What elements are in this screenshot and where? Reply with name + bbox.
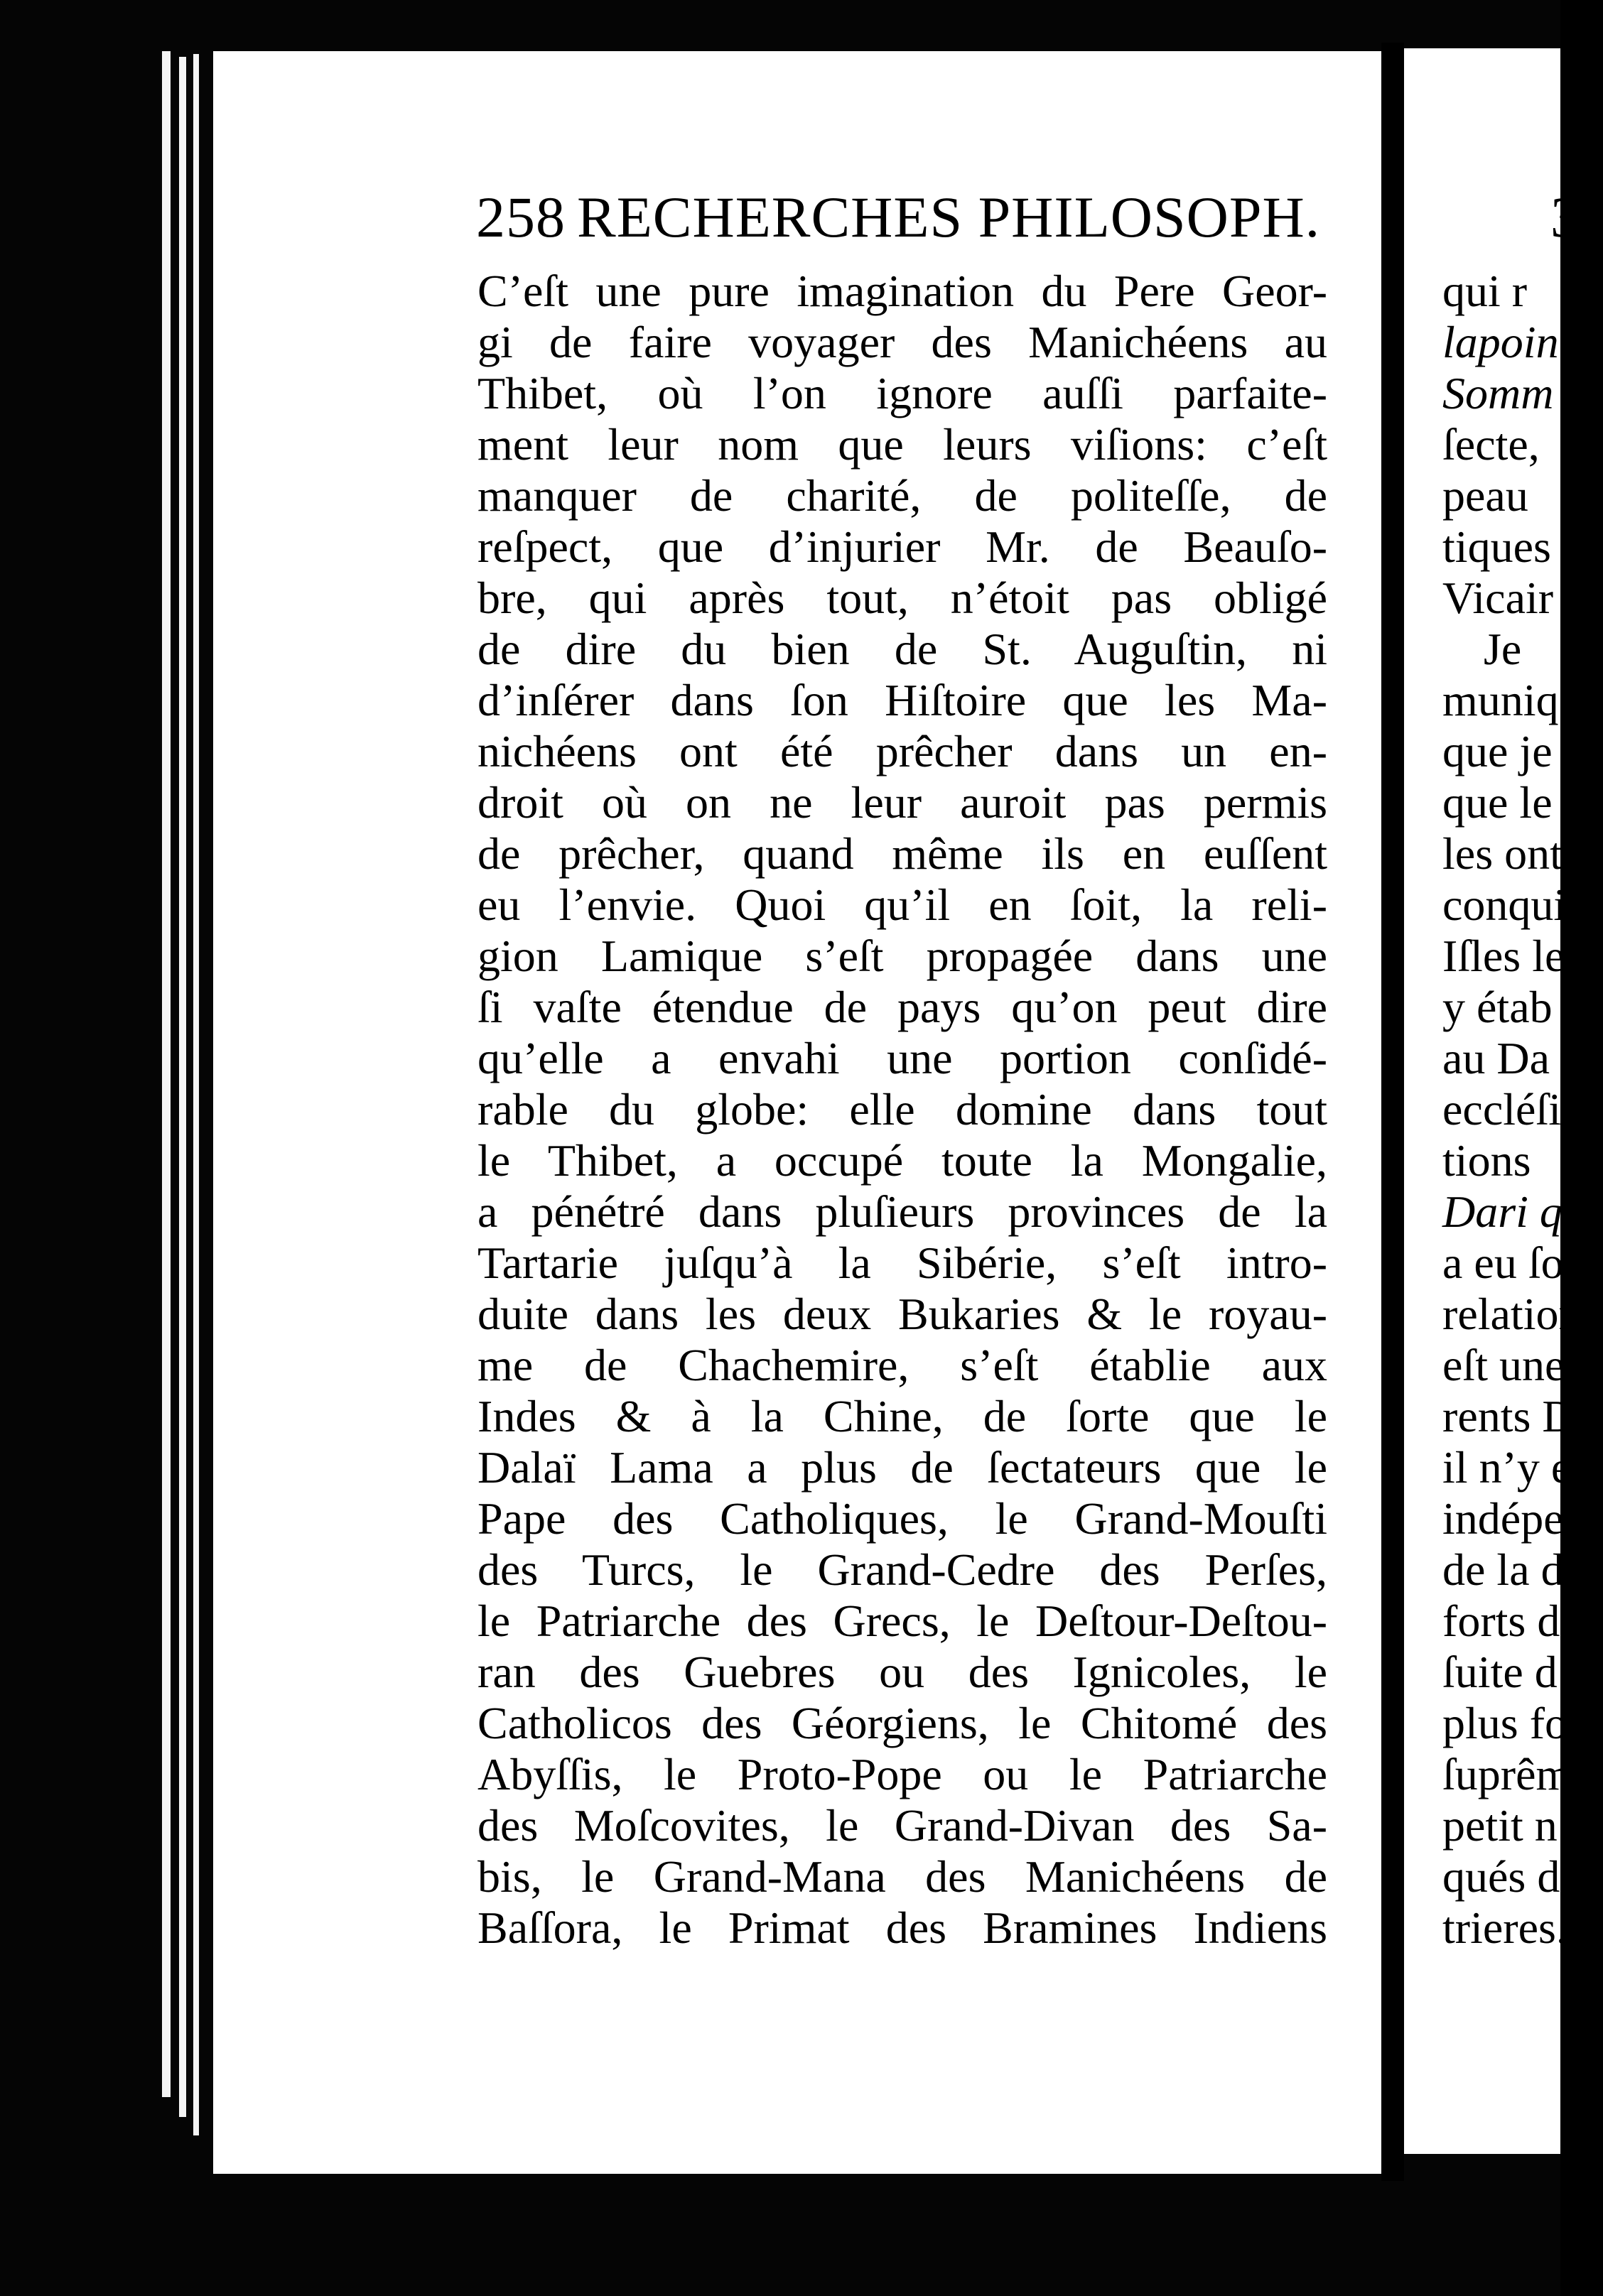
text-line: au Da (1442, 1033, 1550, 1083)
running-head (476, 185, 1340, 250)
text-line: Baſſora, le Primat des Bramines Indiens (477, 1902, 1327, 1953)
text-line: d’inſérer dans ſon Hiſtoire que les Ma- (477, 675, 1327, 725)
text-line: droit où on ne leur auroit pas permis (477, 777, 1327, 828)
text-line: eu l’envie. Quoi qu’il en ſoit, la reli- (477, 879, 1327, 930)
text-line: nichéens ont été prêcher dans un en- (477, 726, 1327, 776)
text-line: Catholicos des Géorgiens, le Chitomé des (477, 1698, 1327, 1748)
running-head-title: RECHERCHES PHILOSOPH. (577, 185, 1321, 249)
text-line: manquer de charité, de politeſſe, de (477, 470, 1327, 521)
text-line: de la d (1442, 1544, 1564, 1595)
text-line: Tartarie juſqu’à la Sibérie, s’eſt intro- (477, 1238, 1327, 1288)
text-line: Dari q (1442, 1186, 1562, 1237)
text-line: C’eſt une pure imagination du Pere Geor- (477, 266, 1327, 316)
text-line: tiques (1442, 521, 1551, 572)
text-line: trieres. (1442, 1902, 1567, 1953)
text-line: ſuite d (1442, 1647, 1558, 1697)
left-page-body (477, 266, 1327, 1954)
text-line: Somm (1442, 368, 1554, 418)
text-line: eſt une (1442, 1340, 1565, 1390)
text-line: eccléſia (1442, 1084, 1582, 1135)
text-line: que je (1442, 726, 1553, 776)
text-line: petit n (1442, 1800, 1558, 1851)
text-line: forts d’ (1442, 1596, 1575, 1646)
text-line: y étab (1442, 982, 1553, 1032)
text-line: ſi vaſte étendue de pays qu’on peut dire (477, 982, 1327, 1032)
text-line: qu’elle a envahi une portion conſidé- (477, 1033, 1327, 1083)
text-line: il n’y e (1442, 1442, 1572, 1493)
text-line: bis, le Grand-Mana des Manichéens de (477, 1851, 1327, 1902)
text-line: relation (1442, 1289, 1582, 1339)
text-line: le Thibet, a occupé toute la Mongalie, (477, 1135, 1327, 1186)
text-line: Thibet, où l’on ignore auſſi parfaite- (477, 368, 1327, 418)
text-line: Abyſſis, le Proto-Pope ou le Patriarche (477, 1749, 1327, 1799)
text-line: rable du globe: elle domine dans tout (477, 1084, 1327, 1135)
text-line: ran des Guebres ou des Ignicoles, le (477, 1647, 1327, 1697)
page-edge (193, 54, 199, 2135)
text-line: gi de faire voyager des Manichéens au (477, 317, 1327, 367)
text-line: me de Chachemire, s’eſt établie aux (477, 1340, 1327, 1390)
text-line: peau (1442, 470, 1528, 521)
text-line: a pénétré dans pluſieurs provinces de la (477, 1186, 1327, 1237)
text-line: qués dan (1442, 1851, 1603, 1902)
text-line: ſuprême (1442, 1749, 1592, 1799)
text-line: tions (1442, 1135, 1531, 1186)
text-line: Je (1484, 624, 1522, 674)
text-line: reſpect, que d’injurier Mr. de Beauſo- (477, 521, 1327, 572)
text-line: ment leur nom que leurs viſions: c’eſt (477, 419, 1327, 470)
text-line: indépen (1442, 1493, 1587, 1544)
text-line: conqui (1442, 879, 1567, 930)
page-edge (179, 57, 186, 2117)
text-line: Vicair (1442, 573, 1554, 623)
text-line: plus fo (1442, 1698, 1567, 1748)
text-line: bre, qui après tout, n’étoit pas obligé (477, 573, 1327, 623)
text-line: des Moſcovites, le Grand-Divan des Sa- (477, 1800, 1327, 1851)
text-line: de dire du bien de St. Auguſtin, ni (477, 624, 1327, 674)
text-line: Indes & à la Chine, de ſorte que le (477, 1391, 1327, 1441)
text-line: des Turcs, le Grand-Cedre des Perſes, (477, 1544, 1327, 1595)
text-line: le Patriarche des Grecs, le Deſtour-Deſtou- (477, 1596, 1327, 1646)
book-gutter (1381, 43, 1404, 2181)
text-line: gion Lamique s’eſt propagée dans une (477, 931, 1327, 981)
text-line: lapoin (1442, 317, 1559, 367)
page-number: 258 (476, 185, 566, 249)
text-line: a eu ſo (1442, 1238, 1564, 1288)
text-line: Dalaï Lama a plus de ſectateurs que le (477, 1442, 1327, 1493)
text-line: qui r (1442, 266, 1528, 316)
text-line: ſecte, (1442, 419, 1540, 470)
page-edge (162, 51, 171, 2097)
text-line: Pape des Catholiques, le Grand-Mouſti (477, 1493, 1327, 1544)
text-line: les ont (1442, 828, 1562, 879)
text-line: que le (1442, 777, 1553, 828)
text-line: rents D (1442, 1391, 1575, 1441)
text-line: muniq (1442, 675, 1559, 725)
right-running-head: 3 (1550, 185, 1580, 249)
right-page-body (1442, 266, 1603, 1954)
text-line: Iſles le (1442, 931, 1565, 981)
text-line: de prêcher, quand même ils en euſſent (477, 828, 1327, 879)
text-line: duite dans les deux Bukaries & le royau- (477, 1289, 1327, 1339)
